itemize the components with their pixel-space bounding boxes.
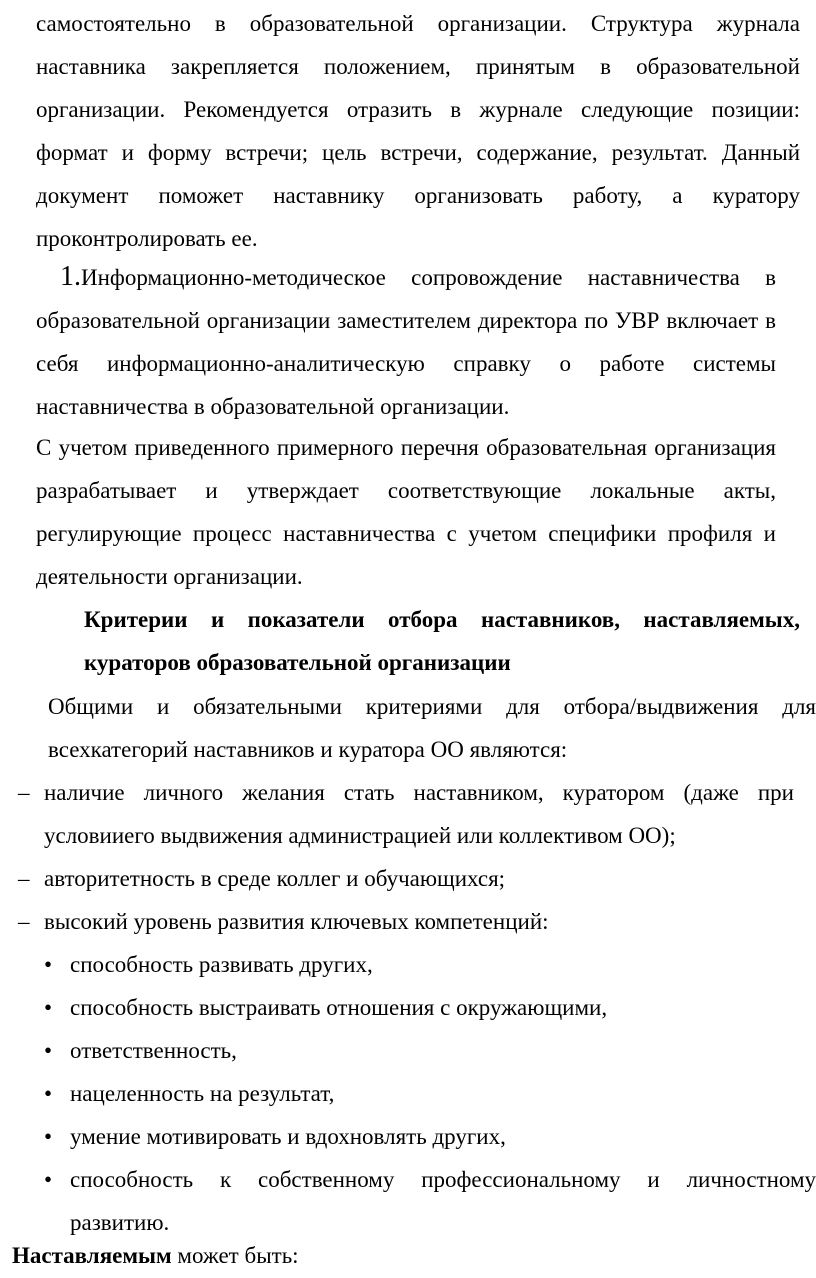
criteria-item-authority [18,857,794,900]
competency-text [70,1158,816,1244]
competency-item [44,1158,816,1244]
paragraph-methodical-support [36,255,776,428]
criteria-item-text [44,771,794,857]
dash-marker: – [18,866,30,891]
bullet-marker: • [44,1167,53,1192]
competency-item [44,1029,816,1072]
bullet-marker: • [44,1038,53,1063]
bullet-marker: • [44,952,53,977]
mentee-intro-bold: Наставляемым [12,1243,172,1268]
bullet-marker: • [44,1081,53,1106]
list-number: 1. [60,261,81,292]
bullet-marker: • [44,1124,53,1149]
competency-text: ответственность, [70,1038,237,1063]
competency-item [44,1072,816,1115]
competency-text: нацеленность на результат, [70,1081,335,1106]
competency-text: способность развивать других, [70,952,373,977]
competency-item [44,1115,816,1158]
dash-marker: – [18,780,30,805]
criteria-item-line: условииего выдвижения администрацией или коллективом ОО); [44,823,676,848]
competency-text: способность выстраивать отношения с окружающими, [70,995,608,1020]
paragraph-methodical-support-text: Информационно-методическое сопровождение наставничества в образовательной организации заместителем директора по УВР включает в себя информационно-аналитическую справку о работе системы наставничества в образовательной организации. [36,265,776,419]
paragraph-journal-structure: самостоятельно в образовательной организации. Структура журнала наставника закрепляется положением, принятым в образовательной организации. Рекомендуется отразить в журнале следующие позиции: формат и форму встречи; цель встречи, содержание, результат. Данный документ поможет наставнику организовать работу, а куратору проконтролировать ее. [36,11,800,251]
mentee-intro-rest: может быть: [171,1243,299,1268]
competency-line: способность к собственному профессиональному и личностному [70,1167,816,1192]
competency-text: умение мотивировать и вдохновлять других, [70,1124,506,1149]
criteria-intro: Общими и обязательными критериями для отбора/выдвижения для всехкатегорий наставников и куратора ОО являются: [48,694,816,762]
criteria-item-competencies [18,900,794,943]
criteria-item-desire [18,771,794,857]
competency-item [44,986,816,1029]
section-heading: Критерии и показатели отбора наставников, наставляемых, кураторов образовательной организации [84,607,800,675]
paragraph-local-acts: С учетом приведенного примерного перечня образовательная организация разрабатывает и утверждает соответствующие локальные акты, регулирующие процесс наставничества с учетом специфики профиля и деятельности организации. [36,435,776,589]
dash-marker: – [18,909,30,934]
competency-line: развитию. [70,1210,170,1235]
competency-item [44,943,816,986]
bullet-marker: • [44,995,53,1020]
list-number-wrap [36,261,81,292]
criteria-item-text: высокий уровень развития ключевых компетенций: [44,909,549,934]
criteria-item-text: авторитетность в среде коллег и обучающихся; [44,866,506,891]
criteria-item-line: наличие личного желания стать наставником, куратором (даже при [44,780,794,805]
mentee-intro [12,1234,299,1277]
